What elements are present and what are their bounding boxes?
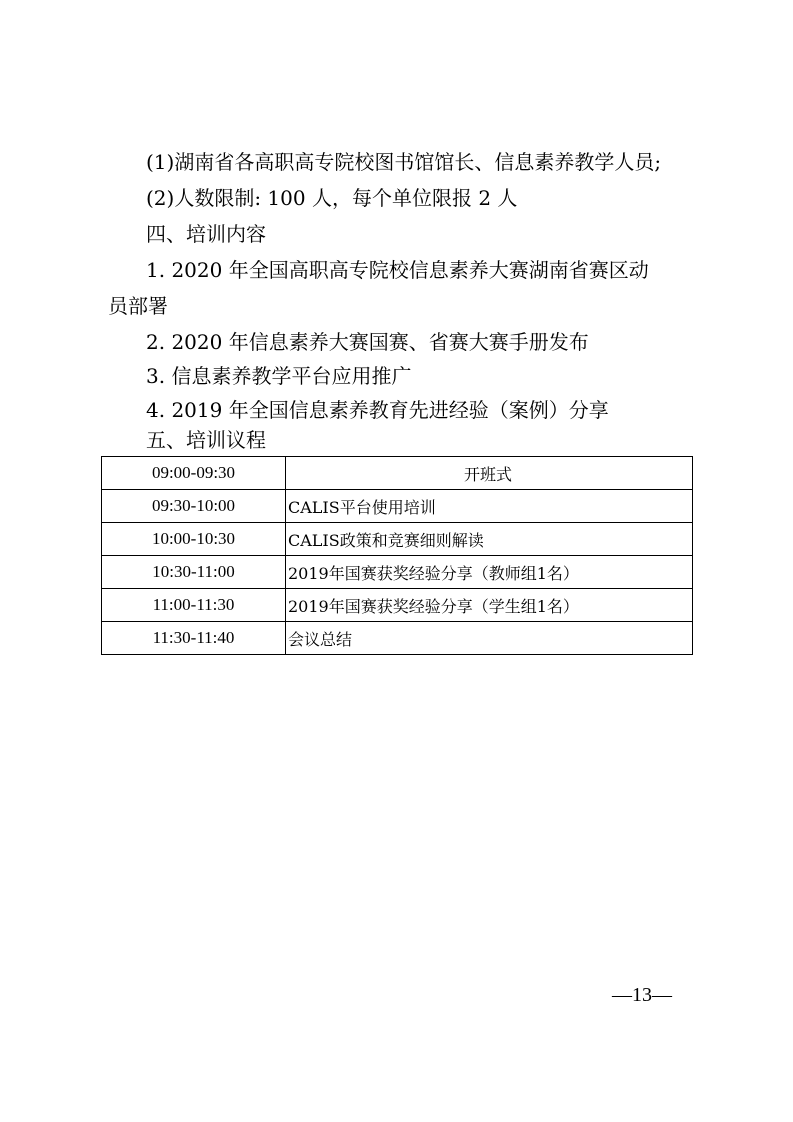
table-row bbox=[102, 589, 693, 622]
participants-item-2: (2)人数限制: 100 人，每个单位限报 2 人 bbox=[146, 186, 518, 210]
section-heading-agenda: 五、培训议程 bbox=[146, 428, 266, 452]
event-cell: 开班式 bbox=[286, 457, 693, 490]
content-item-1: 1. 2020 年全国高职高专院校信息素养大赛湖南省赛区动 bbox=[146, 258, 649, 282]
event-cell: 2019年国赛获奖经验分享（教师组1名） bbox=[286, 556, 693, 589]
time-cell: 10:00-10:30 bbox=[102, 523, 286, 556]
content-item-4: 4. 2019 年全国信息素养教育先进经验（案例）分享 bbox=[146, 398, 609, 422]
event-cell: 2019年国赛获奖经验分享（学生组1名） bbox=[286, 589, 693, 622]
table-row bbox=[102, 622, 693, 655]
table-row bbox=[102, 490, 693, 523]
event-cell: 会议总结 bbox=[286, 622, 693, 655]
table-row bbox=[102, 457, 693, 490]
agenda-table bbox=[101, 456, 693, 655]
content-item-1-continued: 员部署 bbox=[108, 294, 168, 318]
participants-item-1: (1)湖南省各高职高专院校图书馆馆长、信息素养教学人员; bbox=[146, 150, 662, 174]
event-cell: CALIS平台使用培训 bbox=[286, 490, 693, 523]
section-heading-content: 四、培训内容 bbox=[146, 222, 266, 246]
time-cell: 10:30-11:00 bbox=[102, 556, 286, 589]
page-number: —13— bbox=[612, 984, 672, 1006]
time-cell: 09:00-09:30 bbox=[102, 457, 286, 490]
table-row bbox=[102, 556, 693, 589]
time-cell: 11:00-11:30 bbox=[102, 589, 286, 622]
time-cell: 11:30-11:40 bbox=[102, 622, 286, 655]
content-item-2: 2. 2020 年信息素养大赛国赛、省赛大赛手册发布 bbox=[146, 330, 589, 354]
table-row bbox=[102, 523, 693, 556]
event-cell: CALIS政策和竞赛细则解读 bbox=[286, 523, 693, 556]
content-item-3: 3. 信息素养教学平台应用推广 bbox=[146, 364, 412, 388]
time-cell: 09:30-10:00 bbox=[102, 490, 286, 523]
